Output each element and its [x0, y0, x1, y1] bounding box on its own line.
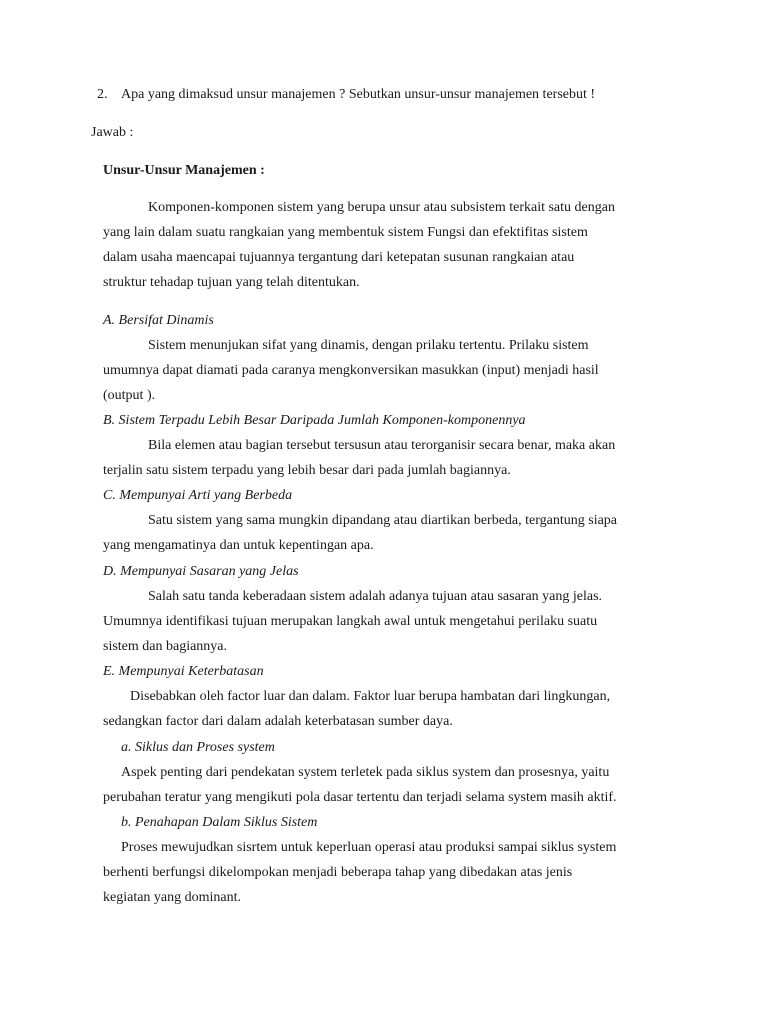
item-e-heading: E. Mempunyai Keterbatasan — [103, 664, 264, 679]
item-b-heading: B. Sistem Terpadu Lebih Besar Daripada Jumlah Komponen-komponennya — [103, 413, 526, 428]
sub-b-line: Proses mewujudkan sisrtem untuk keperluan operasi atau produksi sampai siklus system — [121, 840, 617, 855]
item-d-line: Salah satu tanda keberadaan sistem adalah adanya tujuan atau sasaran yang jelas. — [148, 589, 603, 604]
item-b-line: Bila elemen atau bagian tersebut tersusun atau terorganisir secara benar, maka akan — [148, 438, 616, 453]
item-e-line: sedangkan factor dari dalam adalah keterbatasan sumber daya. — [103, 714, 453, 729]
item-b-line: terjalin satu sistem terpadu yang lebih besar dari pada jumlah bagiannya. — [103, 463, 511, 478]
section-title: Unsur-Unsur Manajemen : — [103, 163, 265, 178]
sub-b-heading: b. Penahapan Dalam Siklus Sistem — [121, 815, 318, 830]
intro-line: dalam usaha maencapai tujuannya tergantung dari ketepatan susunan rangkaian atau — [103, 250, 575, 265]
question-text: Apa yang dimaksud unsur manajemen ? Sebutkan unsur-unsur manajemen tersebut ! — [121, 87, 596, 102]
item-c-heading: C. Mempunyai Arti yang Berbeda — [103, 488, 293, 503]
item-d-line: Umumnya identifikasi tujuan merupakan langkah awal untuk mengetahui perilaku suatu — [103, 614, 598, 629]
item-d-heading: D. Mempunyai Sasaran yang Jelas — [103, 564, 299, 579]
item-a-line: umumnya dapat diamati pada caranya mengkonversikan masukkan (input) menjadi hasil — [103, 363, 599, 378]
item-d-line: sistem dan bagiannya. — [103, 639, 228, 654]
item-c-line: Satu sistem yang sama mungkin dipandang atau diartikan berbeda, tergantung siapa — [148, 513, 618, 528]
item-a-line: Sistem menunjukan sifat yang dinamis, dengan prilaku tertentu. Prilaku sistem — [148, 338, 589, 353]
item-a-heading: A. Bersifat Dinamis — [103, 313, 214, 328]
item-c-line: yang mengamatinya dan untuk kepentingan apa. — [103, 538, 374, 553]
intro-line: yang lain dalam suatu rangkaian yang membentuk sistem Fungsi dan efektifitas sistem — [103, 225, 588, 240]
sub-b-line: berhenti berfungsi dikelompokan menjadi beberapa tahap yang dibedakan atas jenis — [103, 865, 573, 880]
answer-label: Jawab : — [91, 125, 134, 140]
sub-a-line: perubahan teratur yang mengikuti pola dasar tertentu dan terjadi selama system masih aktif. — [103, 790, 617, 805]
item-a-line: (output ). — [103, 388, 156, 403]
intro-line: struktur tehadap tujuan yang telah ditentukan. — [103, 275, 360, 290]
intro-line: Komponen-komponen sistem yang berupa unsur atau subsistem terkait satu dengan — [148, 200, 615, 215]
question-number: 2. — [97, 87, 108, 102]
item-e-line: Disebabkan oleh factor luar dan dalam. Faktor luar berupa hambatan dari lingkungan, — [130, 689, 611, 704]
sub-b-line: kegiatan yang dominant. — [103, 890, 242, 905]
sub-a-heading: a. Siklus dan Proses system — [121, 740, 275, 755]
sub-a-line: Aspek penting dari pendekatan system terletek pada siklus system dan prosesnya, yaitu — [121, 765, 610, 780]
